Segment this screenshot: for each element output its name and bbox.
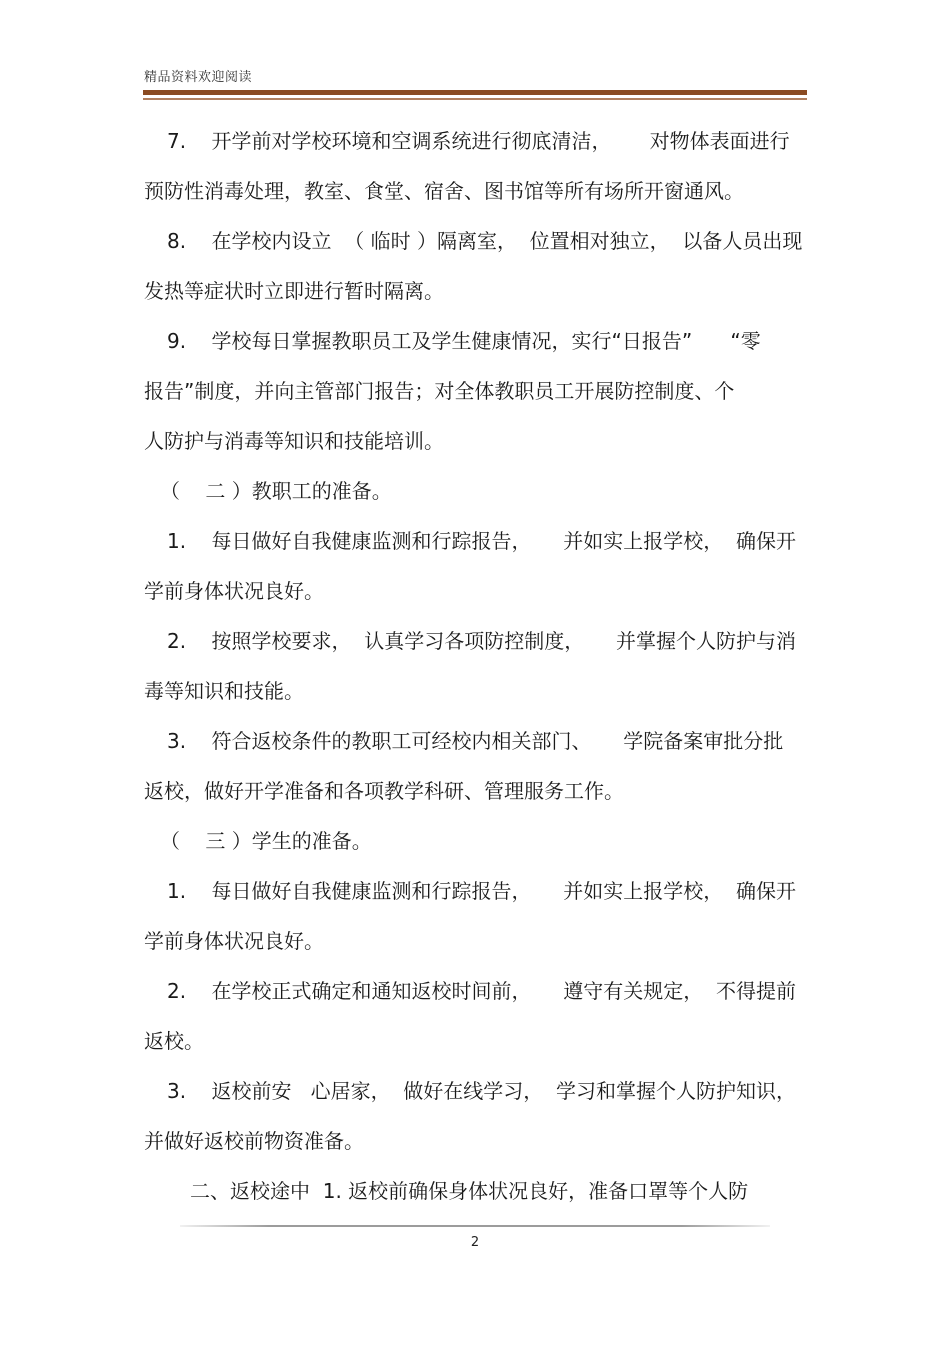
body-line-18: 2. 在学校正式确定和通知返校时间前， 遵守有关规定， 不得提前 — [167, 979, 797, 1003]
body-line-1: 7. 开学前对学校环境和空调系统进行彻底清洁， 对物体表面进行 — [167, 129, 790, 153]
body-line-14: 返校，做好开学准备和各项教学科研、管理服务工作。 — [144, 779, 624, 803]
body-line-11: 2. 按照学校要求， 认真学习各项防控制度， 并掌握个人防护与消 — [167, 629, 797, 653]
section-heading-teachers: （ 二 ）教职工的准备。 — [160, 479, 392, 503]
section-heading-students: （ 三 ）学生的准备。 — [160, 829, 372, 853]
body-line-21: 并做好返校前物资准备。 — [144, 1129, 364, 1153]
body-line-16: 1. 每日做好自我健康监测和行踪报告， 并如实上报学校， 确保开 — [167, 879, 797, 903]
body-line-3: 8. 在学校内设立 （ 临时 ）隔离室， 位置相对独立， 以备人员出现 — [167, 229, 803, 253]
body-line-2: 预防性消毒处理，教室、食堂、宿舍、图书馆等所有场所开窗通风。 — [144, 179, 744, 203]
header-rule — [143, 90, 807, 95]
page-header: 精品资料欢迎阅读 — [144, 70, 253, 85]
body-line-19: 返校。 — [144, 1029, 204, 1053]
body-line-22: 二、返校途中 1. 返校前确保身体状况良好，准备口罩等个人防 — [190, 1179, 749, 1203]
body-line-6: 报告”制度，并向主管部门报告；对全体教职员工开展防控制度、个 — [144, 379, 735, 403]
body-line-5: 9. 学校每日掌握教职员工及学生健康情况，实行“日报告” “零 — [167, 329, 761, 353]
body-line-12: 毒等知识和技能。 — [144, 679, 304, 703]
body-line-20: 3. 返校前安 心居家， 做好在线学习， 学习和掌握个人防护知识， — [167, 1079, 797, 1103]
body-line-13: 3. 符合返校条件的教职工可经校内相关部门、 学院备案审批分批 — [167, 729, 784, 753]
body-line-17: 学前身体状况良好。 — [144, 929, 324, 953]
footer-rule — [180, 1225, 770, 1227]
page-number: 2 — [470, 1235, 480, 1250]
header-rule-thin — [143, 98, 807, 100]
body-line-4: 发热等症状时立即进行暂时隔离。 — [144, 279, 444, 303]
body-line-10: 学前身体状况良好。 — [144, 579, 324, 603]
body-line-9: 1. 每日做好自我健康监测和行踪报告， 并如实上报学校， 确保开 — [167, 529, 797, 553]
body-line-7: 人防护与消毒等知识和技能培训。 — [144, 429, 444, 453]
